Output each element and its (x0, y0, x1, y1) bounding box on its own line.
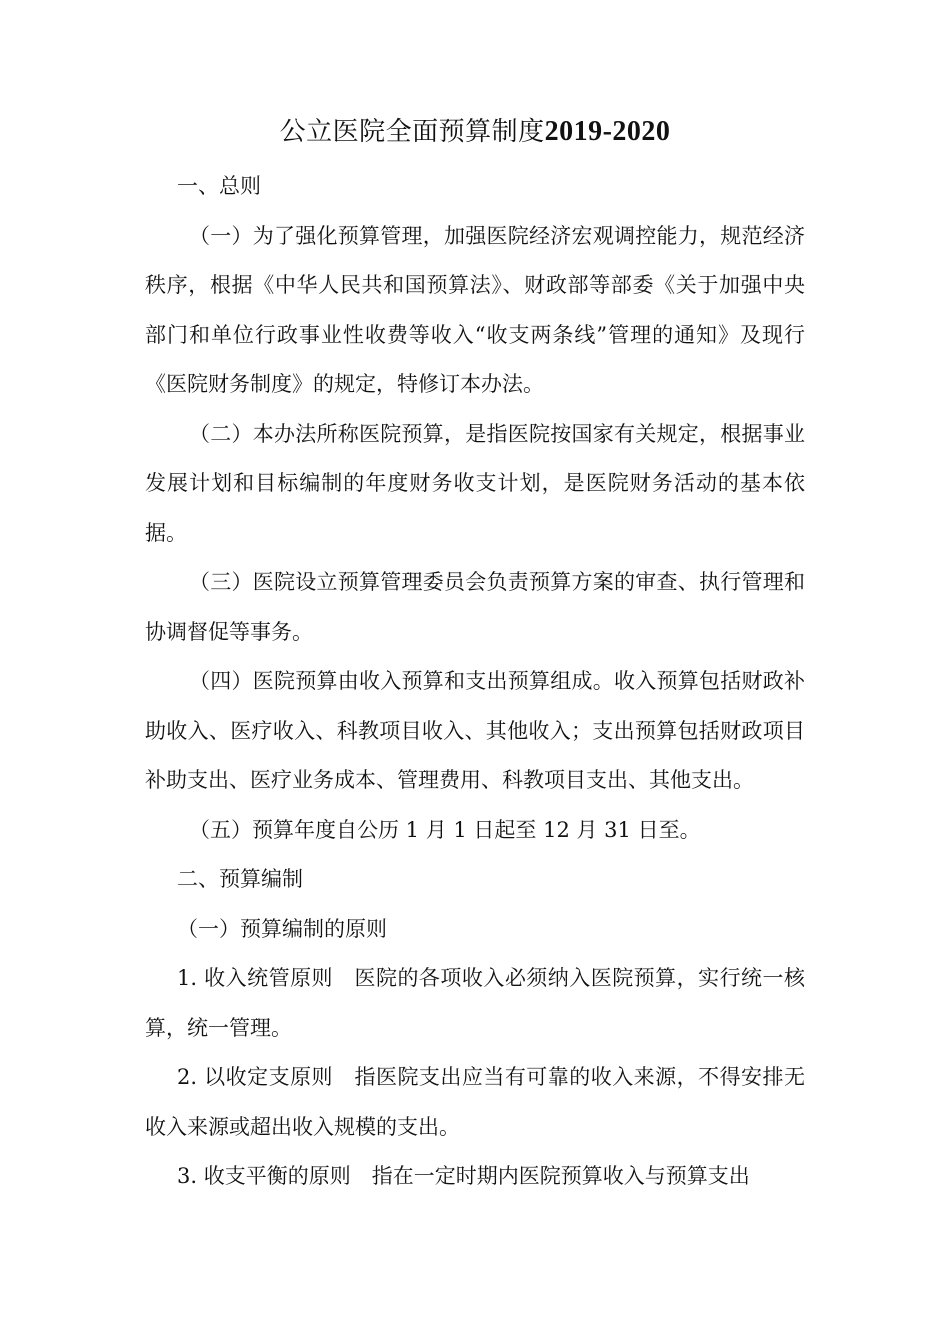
page-title (0, 112, 950, 152)
principle-item: 3. 收支平衡的原则 指在一定时期内医院预算收入与预算支出 (177, 1164, 750, 1188)
paragraph-composition: （四）医院预算由收入预算和支出预算组成。收入预算包括财政补助收入、医疗收入、科教项目收入、其他收入；支出预算包括财政项目补助支出、医疗业务成本、管理费用、科教项目支出、其他支出。 (145, 669, 805, 792)
document-body (145, 162, 805, 1202)
principle-item: 1. 收入统管原则 医院的各项收入必须纳入医院预算，实行统一核算，统一管理。 (145, 966, 805, 1040)
section-heading-general: 一、总则 (177, 174, 261, 198)
title-text: 公立医院全面预算制度 (279, 117, 545, 147)
paragraph-budget-year: （五）预算年度自公历 1 月 1 日起至 12 月 31 日至。 (189, 817, 701, 842)
paragraph-definition: （二）本办法所称医院预算，是指医院按国家有关规定，根据事业发展计划和目标编制的年度财务收支计划，是医院财务活动的基本依据。 (145, 421, 805, 545)
paragraph-committee: （三）医院设立预算管理委员会负责预算方案的审查、执行管理和协调督促等事务。 (145, 570, 805, 644)
section-heading-preparation: 二、预算编制 (177, 867, 303, 891)
paragraph-purpose: （一）为了强化预算管理，加强医院经济宏观调控能力，规范经济秩序，根据《中华人民共和国预算法》、财政部等部委《关于加强中央部门和单位行政事业性收费等收入“收支两条线”管理的通知》及现行《医院财务制度》的规定，特修订本办法。 (145, 223, 805, 396)
principle-item: 2. 以收定支原则 指医院支出应当有可靠的收入来源，不得安排无收入来源或超出收入规模的支出。 (145, 1065, 805, 1139)
subsection-heading-principles: （一）预算编制的原则 (177, 916, 387, 941)
title-year: 2019-2020 (544, 116, 671, 147)
